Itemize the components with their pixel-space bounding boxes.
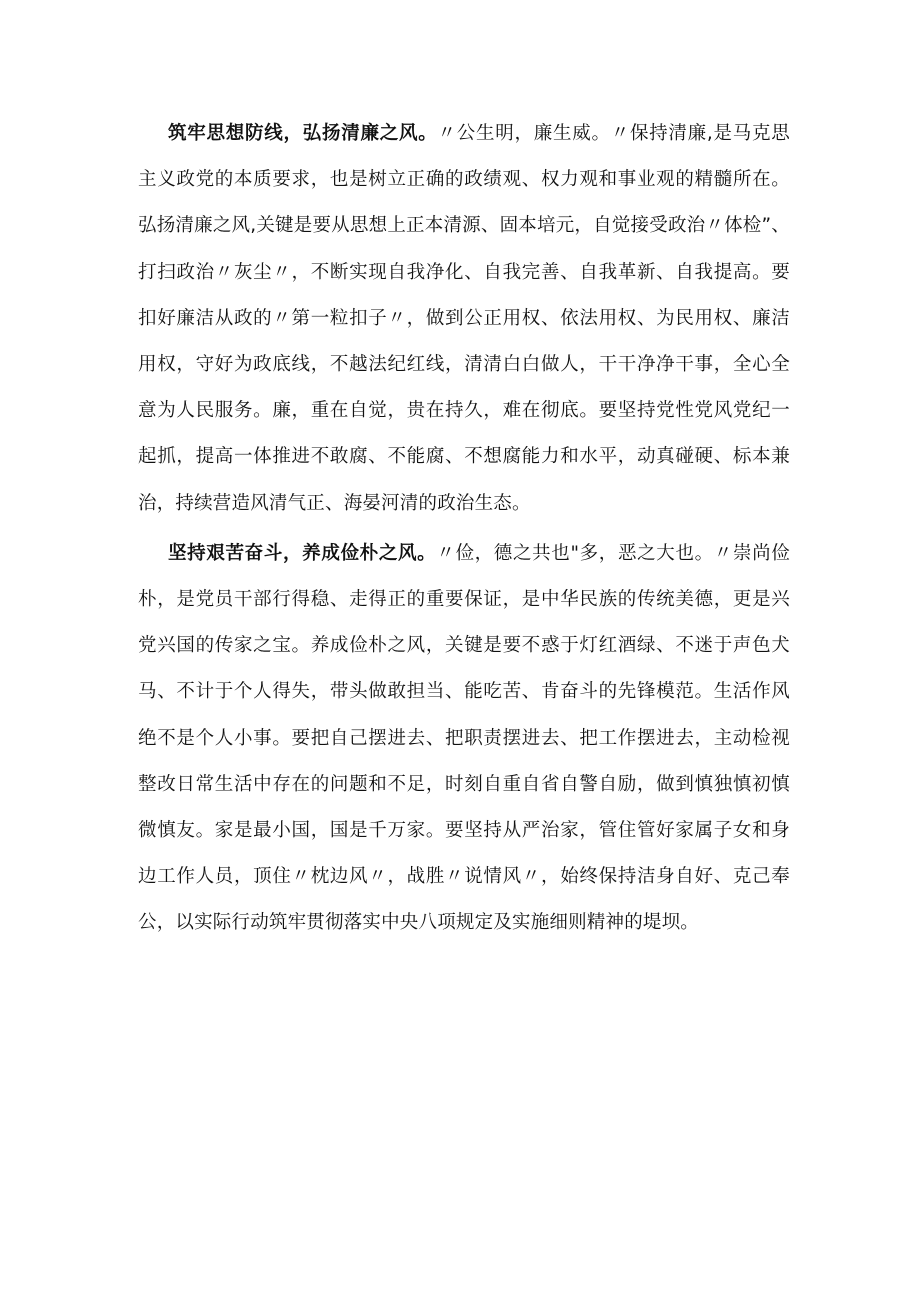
paragraph-1-heading: 筑牢思想防线，弘扬清廉之风。 xyxy=(168,123,438,144)
paragraph-2 xyxy=(138,531,790,947)
document-body xyxy=(138,111,790,947)
paragraph-2-heading: 坚持艰苦奋斗，养成俭朴之风。 xyxy=(168,542,437,564)
paragraph-1 xyxy=(138,111,790,527)
paragraph-1-text: 〃公生明，廉生威。〃保持清廉,是马克思主义政党的本质要求，也是树立正确的政绩观、权力观和事业观的精髓所在。弘扬清廉之风,关键是要从思想上正本清源、固本培元，自觉接受政治〃体检”、打扫政治〃灰尘〃，不断实现自我净化、自我完善、自我革新、自我提高。要扣好廉洁从政的〃第一粒扣子〃，做到公正用权、依法用权、为民用权、廉洁用权，守好为政底线，不越法纪红线，清清白白做人，干干净净干事，全心全意为人民服务。廉，重在自觉，贵在持久，难在彻底。要坚持党性党风党纪一起抓，提高一体推进不敢腐、不能腐、不想腐能力和水平，动真碰硬、标本兼治，持续营造风清气正、海晏河清的政治生态。 xyxy=(138,123,790,514)
paragraph-2-text: 〃俭，德之共也"多，恶之大也。〃崇尚俭朴，是党员干部行得稳、走得正的重要保证，是中华民族的传统美德，更是兴党兴国的传家之宝。养成俭朴之风，关键是要不惑于灯红酒绿、不迷于声色犬马、不计于个人得失，带头做敢担当、能吃苦、肯奋斗的先锋模范。生活作风绝不是个人小事。要把自己摆进去、把职责摆进去、把工作摆进去，主动检视整改日常生活中存在的问题和不足，时刻自重自省自警自励，做到慎独慎初慎微慎友。家是最小国，国是千万家。要坚持从严治家，管住管好家属子女和身边工作人员，顶住〃枕边风〃，战胜〃说情风〃，始终保持洁身自好、克己奉公，以实际行动筑牢贯彻落实中央八项规定及实施细则精神的堤坝。 xyxy=(138,542,790,934)
